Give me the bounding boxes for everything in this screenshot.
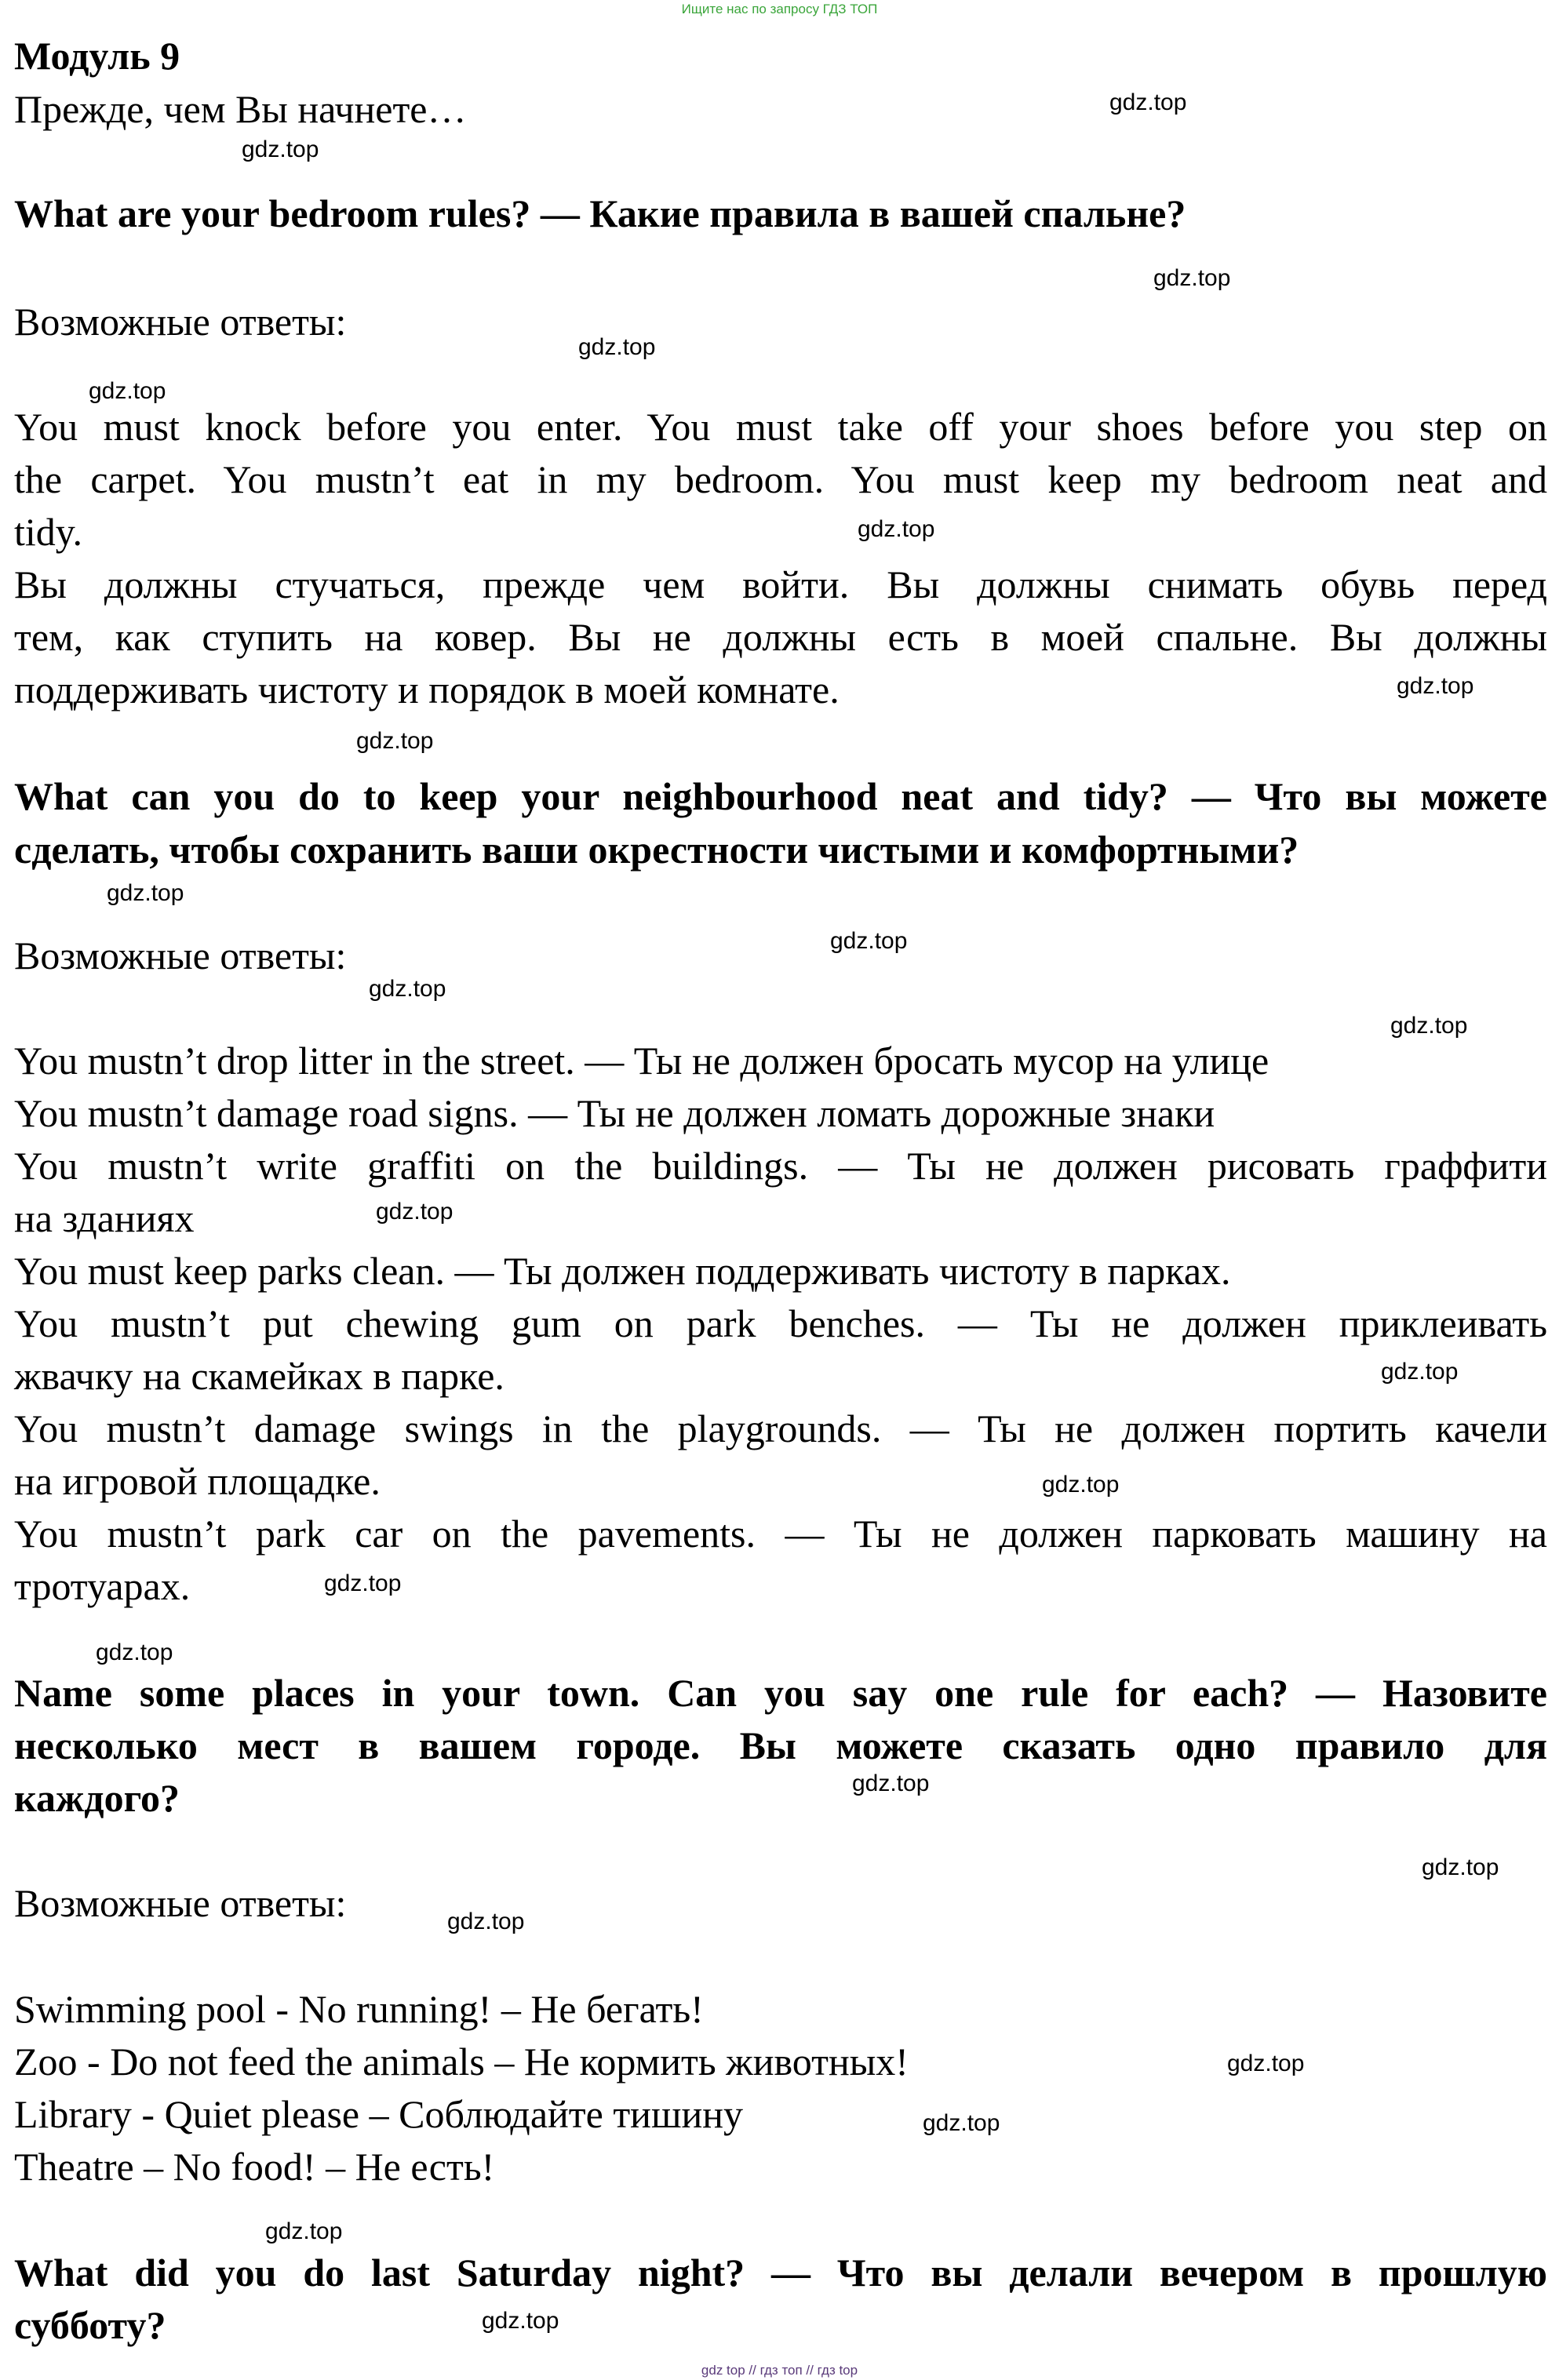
watermark: gdz.top [1397,673,1474,699]
watermark: gdz.top [376,1199,453,1225]
question-saturday-night: What did you do last Saturday night? — Что вы делали вечером в прошлую [14,2251,1547,2294]
question-town-places: Name some places in your town. Can you say one rule for each? — Назовите [14,1671,1547,1715]
answer-text-line: the carpet. You mustn’t eat in my bedroom. You must keep my bedroom neat and [14,457,1547,501]
watermark: gdz.top [578,334,656,360]
top-search-note: Ищите нас по запросу ГДЗ ТОП [681,2,878,16]
watermark: gdz.top [89,378,166,404]
answer-text-line: You mustn’t damage swings in the playgrounds. — Ты не должен портить качели [14,1407,1547,1450]
watermark: gdz.top [107,880,184,906]
answers-label: Возможные ответы: [14,933,347,977]
question-saturday-night-continued: субботу? [14,2303,166,2347]
translation-text-line: Вы должны стучаться, прежде чем войти. Вы должны снимать обувь перед [14,562,1547,606]
question-town-places-end: каждого? [14,1776,180,1820]
watermark: gdz.top [923,2110,1000,2136]
watermark: gdz.top [265,2218,343,2244]
watermark: gdz.top [356,728,434,754]
watermark: gdz.top [1381,1359,1459,1385]
answer-text-line: You mustn’t put chewing gum on park benches. — Ты не должен приклеивать [14,1301,1547,1345]
answer-text-line: You mustn’t drop litter in the street. — Ты не должен бросать мусор на улице [14,1039,1269,1083]
answers-label: Возможные ответы: [14,1881,347,1925]
bottom-footer-note: gdz top // гдз топ // гдз top [701,2363,858,2378]
watermark: gdz.top [1153,265,1231,291]
answer-text-line: tidy. [14,510,83,554]
answer-text-line: Zoo - Do not feed the animals – Не кормить животных! [14,2040,909,2083]
watermark: gdz.top [369,976,446,1002]
answer-text-line: Swimming pool - No running! – Не бегать! [14,1987,704,2031]
answer-text-line: Library - Quiet please – Соблюдайте тишину [14,2092,743,2136]
answer-text-line: Theatre – No food! – Не есть! [14,2145,495,2189]
answers-label: Возможные ответы: [14,300,347,344]
answer-text-line: You must knock before you enter. You must take off your shoes before you step on [14,405,1547,449]
translation-text-line: поддерживать чистоту и порядок в моей комнате. [14,668,840,711]
watermark: gdz.top [482,2308,559,2334]
question-neighbourhood-continued: сделать, чтобы сохранить ваши окрестности чистыми и комфортными? [14,828,1299,872]
question-neighbourhood: What can you do to keep your neighbourhood neat and tidy? — Что вы можете [14,774,1547,818]
page-subtitle: Прежде, чем Вы начнете… [14,87,467,131]
translation-text-line: тем, как ступить на ковер. Вы не должны есть в моей спальне. Вы должны [14,615,1547,659]
answer-text-line: на зданиях [14,1196,195,1240]
answer-text-line: тротуарах. [14,1564,191,1608]
watermark: gdz.top [1227,2051,1305,2076]
watermark: gdz.top [1042,1472,1120,1498]
answer-text-line: жвачку на скамейках в парке. [14,1354,504,1398]
watermark: gdz.top [96,1639,173,1665]
watermark: gdz.top [1422,1854,1499,1880]
watermark: gdz.top [242,136,319,162]
answer-text-line: You must keep parks clean. — Ты должен поддерживать чистоту в парках. [14,1249,1231,1293]
question-bedroom-rules: What are your bedroom rules? — Какие правила в вашей спальне? [14,191,1186,235]
watermark: gdz.top [1109,89,1187,115]
watermark: gdz.top [858,516,935,542]
module-title: Модуль 9 [14,34,180,78]
answer-text-line: на игровой площадке. [14,1459,381,1503]
question-town-places-continued: несколько мест в вашем городе. Вы можете сказать одно правило для [14,1723,1547,1767]
answer-text-line: You mustn’t park car on the pavements. — Ты не должен парковать машину на [14,1512,1547,1556]
answer-text-line: You mustn’t damage road signs. — Ты не должен ломать дорожные знаки [14,1091,1215,1135]
watermark: gdz.top [324,1570,402,1596]
watermark: gdz.top [852,1770,930,1796]
watermark: gdz.top [830,928,908,954]
answer-text-line: You mustn’t write graffiti on the buildings. — Ты не должен рисовать граффити [14,1144,1547,1188]
watermark: gdz.top [1390,1013,1468,1039]
watermark: gdz.top [447,1909,525,1934]
